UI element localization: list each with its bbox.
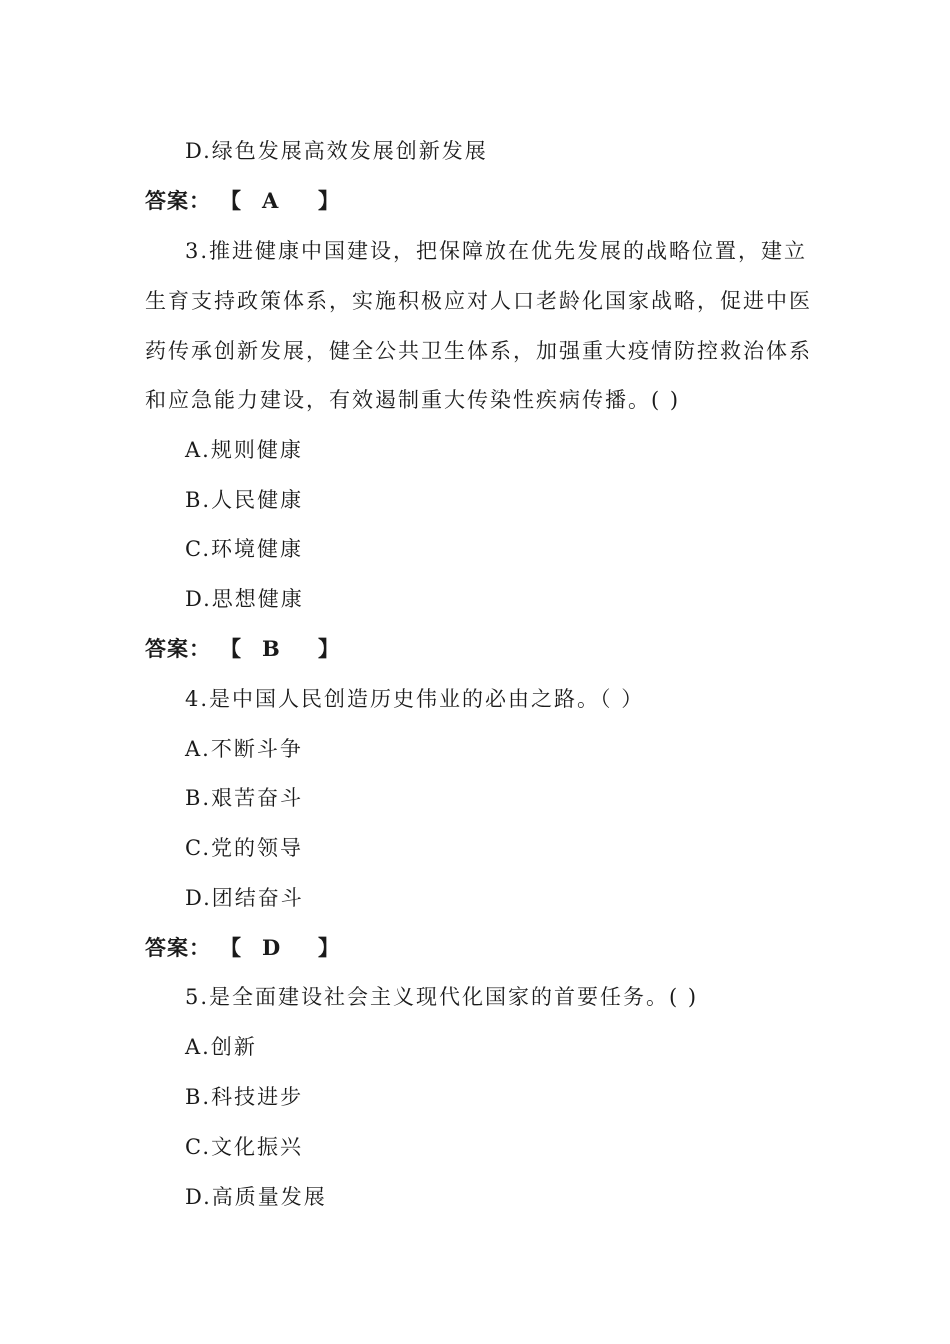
q3-stem-line-3: 药传承创新发展，健全公共卫生体系，加强重大疫情防控救治体系 xyxy=(145,339,812,363)
q3-option-b: B.人民健康 xyxy=(185,488,304,512)
q5-option-b: B.科技进步 xyxy=(185,1085,304,1109)
q3-stem-line-1: 3.推进健康中国建设，把保障放在优先发展的战略位置，建立 xyxy=(185,239,808,263)
answer-label: 答案： xyxy=(145,636,211,661)
q4-option-a: A.不断斗争 xyxy=(185,737,303,761)
q2-option-d: D.绿色发展高效发展创新发展 xyxy=(185,139,488,163)
q5-option-a: A.创新 xyxy=(185,1035,257,1059)
q4-option-c: C.党的领导 xyxy=(185,836,303,860)
answer-open-bracket: 【 xyxy=(220,188,242,213)
answer-label: 答案： xyxy=(145,188,211,213)
q4-option-b: B.艰苦奋斗 xyxy=(185,786,304,810)
answer-value: D xyxy=(262,935,282,960)
answer-close-bracket: 】 xyxy=(318,636,340,661)
answer-open-bracket: 【 xyxy=(220,935,242,960)
q2-answer xyxy=(145,186,340,216)
answer-close-bracket: 】 xyxy=(318,188,340,213)
q4-option-d: D.团结奋斗 xyxy=(185,886,304,910)
q5-stem: 5.是全面建设社会主义现代化国家的首要任务。( ) xyxy=(185,985,699,1009)
answer-close-bracket: 】 xyxy=(318,935,340,960)
q3-option-c: C.环境健康 xyxy=(185,537,303,561)
q3-answer xyxy=(145,634,340,664)
q5-option-d: D.高质量发展 xyxy=(185,1185,327,1209)
q4-answer xyxy=(145,933,340,963)
answer-value: A xyxy=(262,188,280,213)
answer-open-bracket: 【 xyxy=(220,636,242,661)
q3-option-d: D.思想健康 xyxy=(185,587,304,611)
q3-option-a: A.规则健康 xyxy=(185,438,303,462)
q3-stem-line-4: 和应急能力建设，有效遏制重大传染性疾病传播。( ) xyxy=(145,388,681,412)
answer-label: 答案： xyxy=(145,935,211,960)
answer-value: B xyxy=(262,636,281,661)
q5-option-c: C.文化振兴 xyxy=(185,1135,303,1159)
q3-stem-line-2: 生育支持政策体系，实施积极应对人口老龄化国家战略，促进中医 xyxy=(145,289,812,313)
q4-stem: 4.是中国人民创造历史伟业的必由之路。（ ） xyxy=(185,687,645,711)
